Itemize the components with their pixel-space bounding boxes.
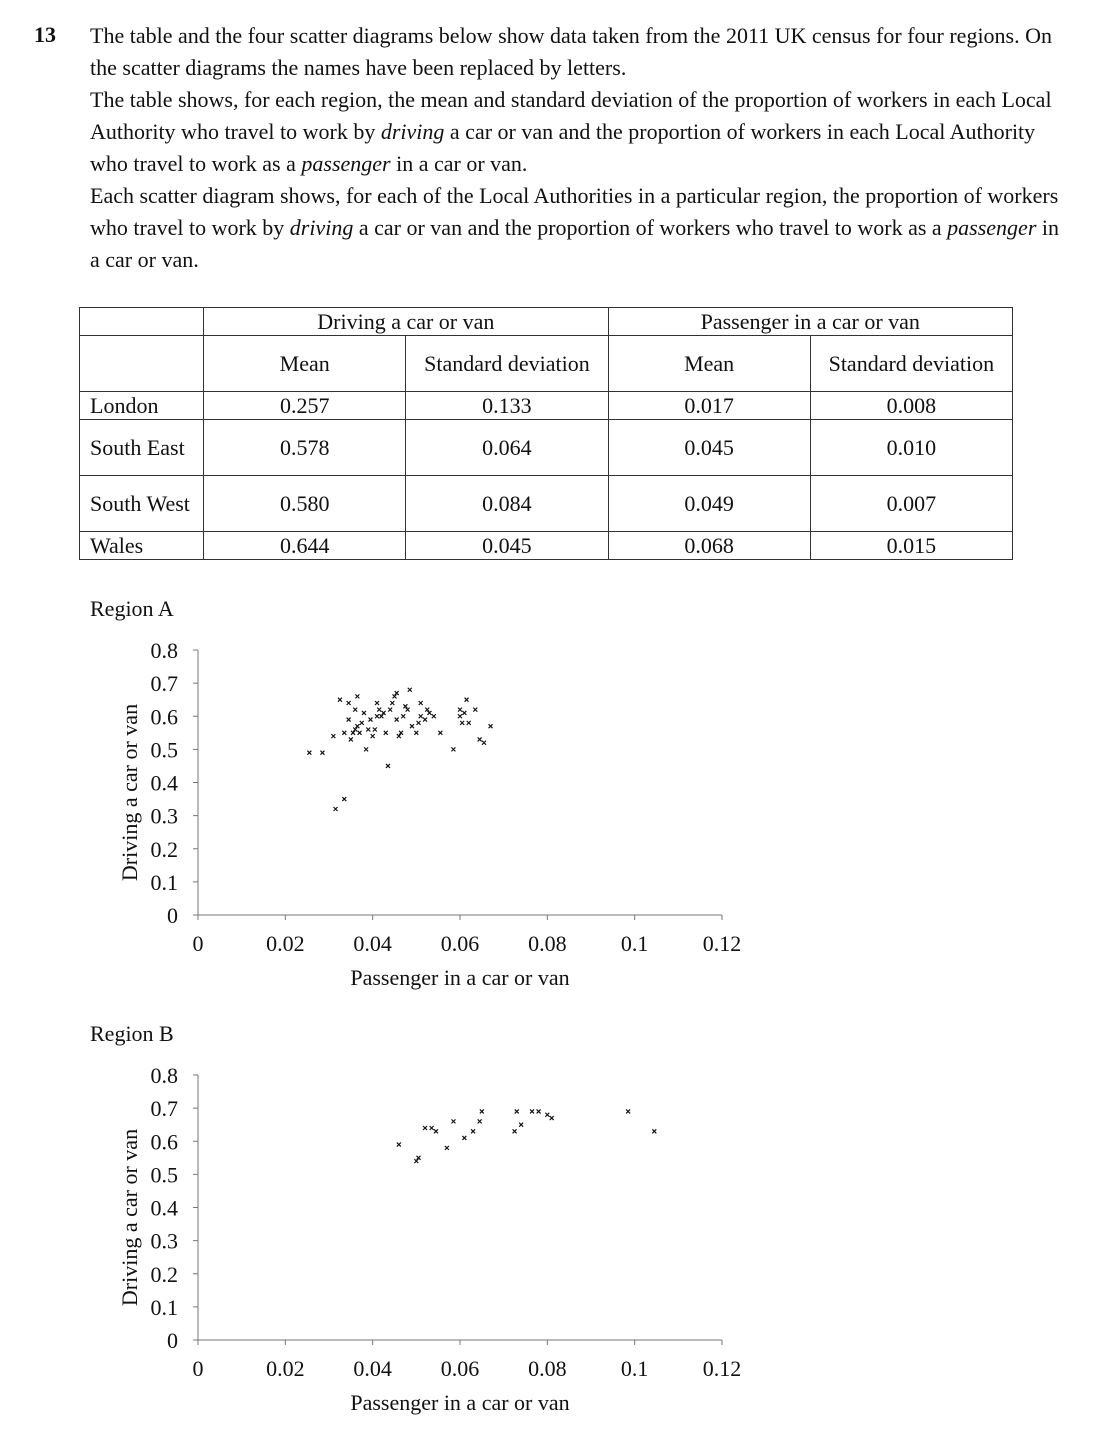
scatter-chart-region-b xyxy=(0,1055,800,1425)
data-point xyxy=(445,1146,449,1150)
table-cell: 0.068 xyxy=(608,532,810,560)
data-point xyxy=(338,698,342,702)
data-point xyxy=(458,708,462,712)
data-point xyxy=(414,731,418,735)
passenger-mean-header: Mean xyxy=(608,336,810,392)
data-point xyxy=(430,1126,434,1130)
data-point xyxy=(519,1123,523,1127)
x-tick-label: 0 xyxy=(192,931,204,956)
data-point xyxy=(331,734,335,738)
data-point xyxy=(368,718,372,722)
data-point xyxy=(397,734,401,738)
data-point xyxy=(355,694,359,698)
table-header-row xyxy=(80,308,1013,336)
data-point xyxy=(550,1116,554,1120)
data-point xyxy=(545,1113,549,1117)
data-point xyxy=(478,1119,482,1123)
x-tick-label: 0 xyxy=(192,1356,204,1381)
table-cell: 0.010 xyxy=(810,420,1012,476)
data-point xyxy=(425,708,429,712)
driving-sd-header: Standard deviation xyxy=(406,336,608,392)
intro-paragraph-1: The table and the four scatter diagrams below show data taken from the 2011 UK census for four regions. On the scatter diagrams the names have been replaced by letters. xyxy=(90,23,1053,80)
data-point xyxy=(351,731,355,735)
data-point xyxy=(462,711,466,715)
x-tick-label: 0.08 xyxy=(528,1356,567,1381)
x-tick-label: 0.06 xyxy=(440,931,480,956)
table-cell: 0.257 xyxy=(204,392,406,420)
data-point xyxy=(423,718,427,722)
y-tick-label: 0.3 xyxy=(150,803,178,829)
data-point xyxy=(390,701,394,705)
data-point xyxy=(530,1109,534,1113)
data-point xyxy=(471,1129,475,1133)
x-tick-label: 0.06 xyxy=(440,1356,480,1381)
region-a-title: Region A xyxy=(90,596,174,621)
data-point xyxy=(419,714,423,718)
y-tick-label: 0.4 xyxy=(150,770,178,796)
data-point xyxy=(467,721,471,725)
y-tick-label: 0 xyxy=(167,903,178,928)
data-point xyxy=(347,701,351,705)
data-point xyxy=(393,694,397,698)
x-tick-label: 0.12 xyxy=(702,1356,742,1381)
data-point xyxy=(626,1109,630,1113)
passenger-group-header: Passenger in a car or van xyxy=(608,308,1012,336)
table-cell: 0.064 xyxy=(406,420,608,476)
data-point xyxy=(423,1126,427,1130)
table-row xyxy=(80,420,1013,476)
data-point xyxy=(478,737,482,741)
data-point xyxy=(513,1129,517,1133)
data-point xyxy=(375,701,379,705)
x-tick-label: 0.1 xyxy=(620,1356,649,1381)
y-tick-label: 0.1 xyxy=(150,1294,178,1320)
y-axis-title: Driving a car or van xyxy=(117,703,142,882)
data-point xyxy=(438,731,442,735)
data-point xyxy=(360,721,364,725)
table-cell: 0.008 xyxy=(810,392,1012,420)
question-number: 13 xyxy=(34,22,56,47)
x-tick-label: 0.04 xyxy=(353,1356,392,1381)
y-tick-label: 0.5 xyxy=(150,737,178,763)
table-row xyxy=(80,532,1013,560)
data-point xyxy=(342,731,346,735)
table-cell: 0.007 xyxy=(810,476,1012,532)
table-cell: 0.017 xyxy=(608,392,810,420)
data-point xyxy=(537,1109,541,1113)
y-tick-label: 0.1 xyxy=(150,869,178,895)
region-b-title: Region B xyxy=(90,1021,174,1046)
table-cell: 0.580 xyxy=(204,476,406,532)
data-point xyxy=(401,714,405,718)
data-point xyxy=(417,721,421,725)
region-name: South West xyxy=(80,476,204,532)
data-point xyxy=(349,737,353,741)
data-point xyxy=(460,721,464,725)
intro-paragraph-3: Each scatter diagram shows, for each of the Local Authorities in a particular region, the proportion of workers who travel to work by driving a car or van and the proportion of workers who travel to work as a passenger in a car or van. xyxy=(90,183,1060,272)
data-point xyxy=(388,708,392,712)
y-tick-label: 0.2 xyxy=(150,836,178,862)
driving-group-header: Driving a car or van xyxy=(204,308,608,336)
table-cell: 0.015 xyxy=(810,532,1012,560)
y-tick-label: 0.4 xyxy=(150,1195,178,1221)
data-point xyxy=(458,714,462,718)
region-name: London xyxy=(80,392,204,420)
x-tick-label: 0.1 xyxy=(620,931,649,956)
data-point xyxy=(362,711,366,715)
data-point xyxy=(489,724,493,728)
data-point xyxy=(417,1156,421,1160)
data-point xyxy=(373,728,377,732)
data-point xyxy=(371,734,375,738)
driving-mean-header: Mean xyxy=(204,336,406,392)
data-point xyxy=(358,731,362,735)
region-name: South East xyxy=(80,420,204,476)
data-point xyxy=(395,691,399,695)
data-point xyxy=(382,711,386,715)
data-point xyxy=(652,1129,656,1133)
data-point xyxy=(353,728,357,732)
data-point xyxy=(434,1129,438,1133)
x-axis-title: Passenger in a car or van xyxy=(350,965,570,990)
data-point xyxy=(406,708,410,712)
data-point xyxy=(465,698,469,702)
table-corner-cell xyxy=(80,308,204,336)
data-point xyxy=(355,724,359,728)
data-point xyxy=(386,764,390,768)
y-tick-label: 0.6 xyxy=(150,1129,178,1155)
table-corner-cell xyxy=(80,336,204,392)
data-point xyxy=(379,714,383,718)
y-tick-label: 0.2 xyxy=(150,1261,178,1287)
data-point xyxy=(366,728,370,732)
data-point xyxy=(462,1136,466,1140)
y-tick-label: 0.3 xyxy=(150,1228,178,1254)
intro-paragraph-2: The table shows, for each region, the mean and standard deviation of the proportion of workers in each Local Authority who travel to work by driving a car or van and the proportion of workers in each Local Authority who travel to work as a passenger in a car or van. xyxy=(90,87,1052,176)
table-cell: 0.133 xyxy=(406,392,608,420)
y-tick-label: 0 xyxy=(167,1328,178,1353)
data-point xyxy=(451,747,455,751)
data-point xyxy=(377,708,381,712)
table-cell: 0.045 xyxy=(406,532,608,560)
data-point xyxy=(375,714,379,718)
y-tick-label: 0.5 xyxy=(150,1162,178,1188)
table-row xyxy=(80,392,1013,420)
x-tick-label: 0.08 xyxy=(528,931,567,956)
table-cell: 0.578 xyxy=(204,420,406,476)
data-point xyxy=(353,708,357,712)
data-point xyxy=(414,1159,418,1163)
data-point xyxy=(480,1109,484,1113)
data-point xyxy=(473,708,477,712)
data-point xyxy=(397,1143,401,1147)
passenger-sd-header: Standard deviation xyxy=(810,336,1012,392)
data-point xyxy=(482,741,486,745)
data-point xyxy=(307,751,311,755)
table-cell: 0.084 xyxy=(406,476,608,532)
table-subheader-row xyxy=(80,336,1013,392)
data-point xyxy=(410,724,414,728)
data-point xyxy=(347,718,351,722)
data-point xyxy=(342,797,346,801)
x-tick-label: 0.04 xyxy=(353,931,392,956)
y-axis-title: Driving a car or van xyxy=(117,1128,142,1307)
data-point xyxy=(399,731,403,735)
data-point xyxy=(432,714,436,718)
data-point xyxy=(384,731,388,735)
scatter-chart-region-a xyxy=(0,630,800,1000)
data-point xyxy=(334,807,338,811)
region-name: Wales xyxy=(80,532,204,560)
table-cell: 0.644 xyxy=(204,532,406,560)
y-tick-label: 0.8 xyxy=(150,638,178,663)
table-row xyxy=(80,476,1013,532)
data-point xyxy=(451,1119,455,1123)
statistics-table xyxy=(79,307,1013,560)
question-intro xyxy=(90,20,1065,276)
x-tick-label: 0.02 xyxy=(266,931,305,956)
y-tick-label: 0.8 xyxy=(150,1063,178,1088)
x-tick-label: 0.02 xyxy=(266,1356,305,1381)
x-tick-label: 0.12 xyxy=(702,931,742,956)
data-point xyxy=(408,688,412,692)
data-point xyxy=(364,747,368,751)
y-tick-label: 0.7 xyxy=(150,671,178,697)
data-point xyxy=(403,704,407,708)
x-axis-title: Passenger in a car or van xyxy=(350,1390,570,1415)
y-tick-label: 0.7 xyxy=(150,1096,178,1122)
data-point xyxy=(419,701,423,705)
table-cell: 0.049 xyxy=(608,476,810,532)
table-cell: 0.045 xyxy=(608,420,810,476)
data-point xyxy=(515,1109,519,1113)
data-point xyxy=(395,718,399,722)
data-point xyxy=(320,751,324,755)
data-point xyxy=(427,711,431,715)
y-tick-label: 0.6 xyxy=(150,704,178,730)
